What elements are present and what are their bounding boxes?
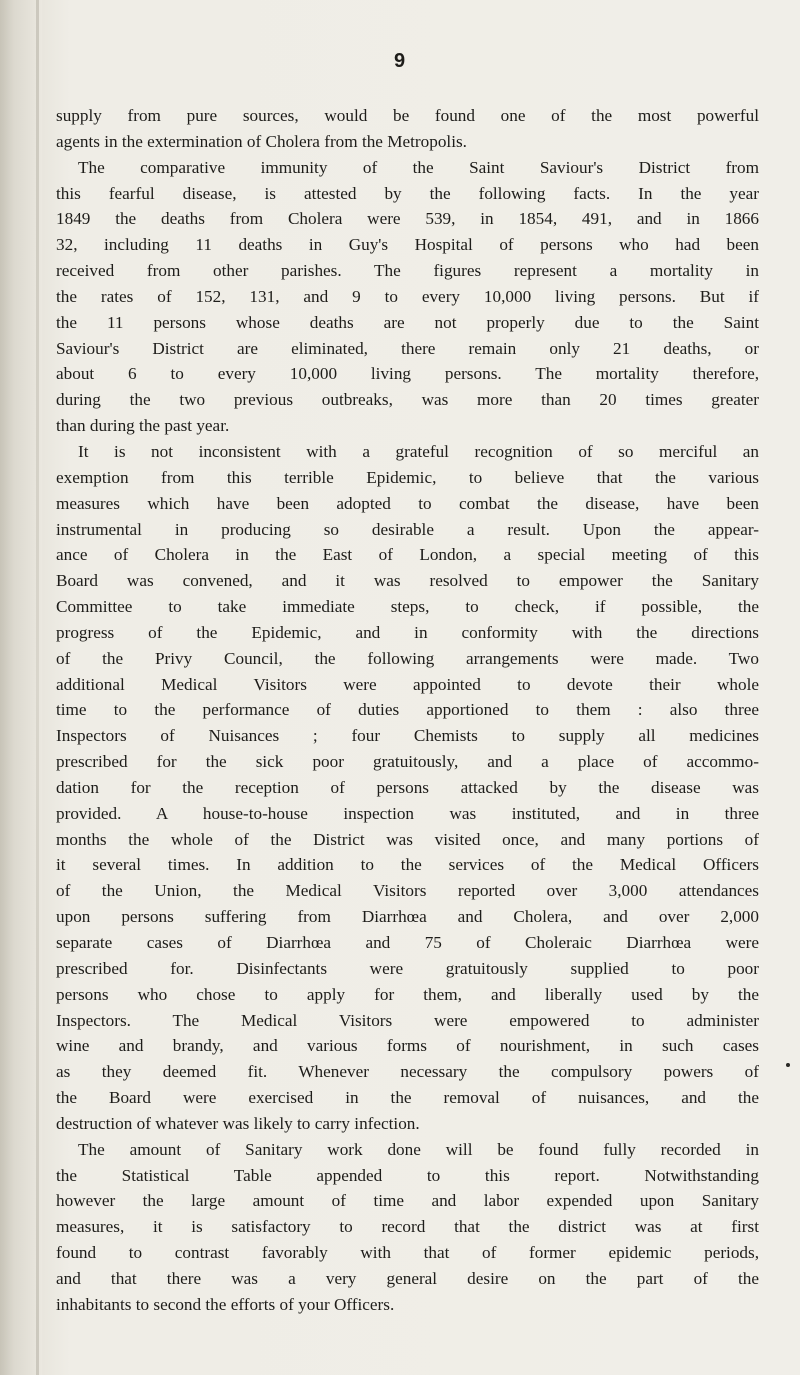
text-line: Inspectors. The Medical Visitors were empowered to administer bbox=[56, 1010, 759, 1030]
text-line: the Statistical Table appended to this report. Notwithstanding bbox=[56, 1165, 759, 1185]
text-line: agents in the extermination of Cholera from the Metropolis. bbox=[56, 131, 467, 151]
body-text bbox=[56, 103, 759, 1318]
text-line: dation for the reception of persons attacked by the disease was bbox=[56, 777, 759, 797]
text-line: exemption from this terrible Epidemic, to believe that the various bbox=[56, 467, 759, 487]
text-line: prescribed for the sick poor gratuitously, and a place of accommo- bbox=[56, 752, 759, 772]
text-line: this fearful disease, is attested by the following facts. In the year bbox=[56, 183, 759, 203]
text-line: upon persons suffering from Diarrhœa and Cholera, and over 2,000 bbox=[56, 907, 759, 927]
text-line: Board was convened, and it was resolved to empower the Sanitary bbox=[56, 571, 759, 591]
text-line: as they deemed fit. Whenever necessary the compulsory powers of bbox=[56, 1062, 759, 1082]
ink-speck bbox=[786, 1063, 790, 1067]
text-line: measures, it is satisfactory to record that the district was at first bbox=[56, 1217, 759, 1237]
text-line: however the large amount of time and labor expended upon Sanitary bbox=[56, 1191, 759, 1211]
text-line: of the Privy Council, the following arrangements were made. Two bbox=[56, 648, 759, 668]
text-line: provided. A house-to-house inspection was instituted, and in three bbox=[56, 803, 759, 823]
text-line: The amount of Sanitary work done will be found fully recorded in bbox=[78, 1139, 759, 1159]
text-line: Inspectors of Nuisances ; four Chemists to supply all medicines bbox=[56, 726, 759, 746]
text-line: and that there was a very general desire on the part of the bbox=[56, 1268, 759, 1288]
text-line: than during the past year. bbox=[56, 416, 230, 436]
text-line: prescribed for. Disinfectants were gratuitously supplied to poor bbox=[56, 958, 759, 978]
text-line: Committee to take immediate steps, to check, if possible, the bbox=[56, 597, 759, 617]
text-line: destruction of whatever was likely to carry infection. bbox=[56, 1113, 420, 1133]
text-line: the 11 persons whose deaths are not properly due to the Saint bbox=[56, 312, 759, 332]
text-line: time to the performance of duties apportioned to them : also three bbox=[56, 700, 759, 720]
text-line: months the whole of the District was visited once, and many portions of bbox=[56, 829, 759, 849]
text-line: separate cases of Diarrhœa and 75 of Choleraic Diarrhœa were bbox=[56, 933, 759, 952]
text-line: wine and brandy, and various forms of nourishment, in such cases bbox=[56, 1036, 759, 1056]
text-line: the rates of 152, 131, and 9 to every 10,000 living persons. But if bbox=[56, 286, 759, 306]
text-line: 32, including 11 deaths in Guy's Hospital of persons who had been bbox=[56, 235, 759, 255]
text-line: supply from pure sources, would be found one of the most powerful bbox=[56, 106, 759, 125]
text-line: of the Union, the Medical Visitors reported over 3,000 attendances bbox=[56, 881, 759, 901]
text-line: the Board were exercised in the removal of nuisances, and the bbox=[56, 1088, 759, 1108]
text-line: It is not inconsistent with a grateful recognition of so merciful an bbox=[78, 441, 759, 461]
text-line: The comparative immunity of the Saint Saviour's District from bbox=[78, 157, 759, 177]
binding-edge bbox=[36, 0, 39, 1375]
text-line: persons who chose to apply for them, and liberally used by the bbox=[56, 984, 759, 1004]
text-line: instrumental in producing so desirable a result. Upon the appear- bbox=[56, 519, 759, 539]
text-line: Saviour's District are eliminated, there remain only 21 deaths, or bbox=[56, 338, 759, 358]
text-line: additional Medical Visitors were appointed to devote their whole bbox=[56, 674, 759, 694]
text-line: it several times. In addition to the services of the Medical Officers bbox=[56, 855, 759, 875]
text-line: measures which have been adopted to combat the disease, have been bbox=[56, 493, 759, 513]
text-line: inhabitants to second the efforts of your Officers. bbox=[56, 1294, 395, 1314]
text-line: about 6 to every 10,000 living persons. The mortality therefore, bbox=[56, 364, 759, 384]
text-line: during the two previous outbreaks, was more than 20 times greater bbox=[56, 390, 759, 410]
text-line: found to contrast favorably with that of former epidemic periods, bbox=[56, 1243, 759, 1263]
text-line: ance of Cholera in the East of London, a special meeting of this bbox=[56, 545, 759, 565]
page-number: 9 bbox=[393, 50, 407, 72]
text-line: received from other parishes. The figures represent a mortality in bbox=[56, 261, 759, 281]
text-line: 1849 the deaths from Cholera were 539, in 1854, 491, and in 1866 bbox=[56, 209, 759, 229]
text-line: progress of the Epidemic, and in conformity with the directions bbox=[56, 622, 759, 642]
